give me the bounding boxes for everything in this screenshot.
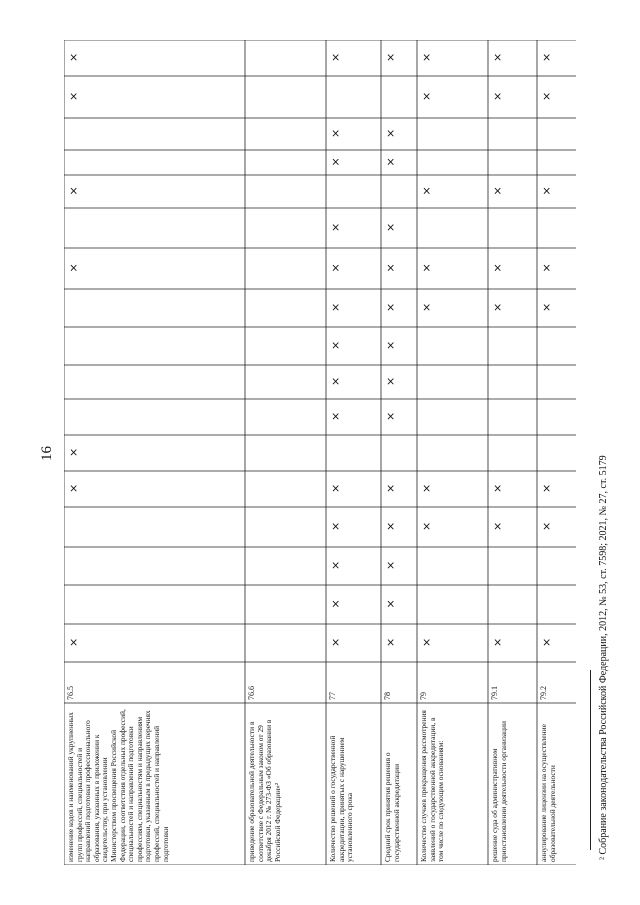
row-number: 77 xyxy=(328,692,337,700)
cell-mark: × xyxy=(329,637,342,647)
cell-mark: × xyxy=(491,483,504,493)
cell-mark: × xyxy=(540,483,553,493)
cell-mark: × xyxy=(420,91,433,101)
row-number: 78 xyxy=(383,692,392,700)
cell-mark: × xyxy=(491,52,504,62)
cell-mark: × xyxy=(540,91,553,101)
row-number: 79 xyxy=(419,692,428,700)
cell-mark: × xyxy=(540,637,553,647)
cell-mark: × xyxy=(329,560,342,570)
cell-mark: × xyxy=(491,521,504,531)
cell-mark: × xyxy=(384,302,397,312)
cell-mark: × xyxy=(540,52,553,62)
cell-mark: × xyxy=(540,302,553,312)
cell-mark: × xyxy=(384,599,397,609)
table-row xyxy=(245,40,326,865)
cell-mark: × xyxy=(67,483,80,493)
cell-mark: × xyxy=(384,340,397,350)
row-description: Количество решений о государственной аккредитации, принятых с нарушением установленного срока xyxy=(328,735,355,862)
cell-mark: × xyxy=(384,483,397,493)
cell-mark: × xyxy=(540,521,553,531)
cell-mark: × xyxy=(384,637,397,647)
cell-mark: × xyxy=(329,157,342,167)
cell-mark: × xyxy=(491,637,504,647)
cell-mark: × xyxy=(420,483,433,493)
cell-mark: × xyxy=(329,302,342,312)
cell-mark: × xyxy=(329,52,342,62)
cell-mark: × xyxy=(491,91,504,101)
cell-mark: × xyxy=(67,447,80,457)
row-number: 76.5 xyxy=(66,686,75,700)
table-row xyxy=(417,40,488,865)
cell-mark: × xyxy=(420,52,433,62)
rotated-table-sheet xyxy=(64,40,576,865)
cell-mark: × xyxy=(384,411,397,421)
footnote-text: ² Собрание законодательства Российской Федерации, 2012, № 53, ст. 7598; 2021, № 27, ст. 5179 xyxy=(598,455,609,860)
table-row xyxy=(488,40,537,865)
footnote-separator xyxy=(590,670,591,850)
cell-mark: × xyxy=(329,599,342,609)
cell-mark: × xyxy=(329,340,342,350)
cell-mark: × xyxy=(420,521,433,531)
row-number: 79.2 xyxy=(539,686,548,700)
cell-mark: × xyxy=(384,128,397,138)
cell-mark: × xyxy=(329,128,342,138)
cell-mark: × xyxy=(384,521,397,531)
cell-mark: × xyxy=(420,637,433,647)
page-number: 16 xyxy=(39,446,55,461)
cell-mark: × xyxy=(384,222,397,232)
cell-mark: × xyxy=(491,302,504,312)
cell-mark: × xyxy=(384,376,397,386)
row-description: Количество случаев прекращения рассмотрения заявлений о государственной аккредитации, в том числе по следующим основаниям: xyxy=(419,710,446,862)
cell-mark: × xyxy=(384,157,397,167)
row-description: решение суда об административном приостановлении деятельности организации xyxy=(490,721,508,862)
cell-mark: × xyxy=(67,637,80,647)
row-number: 76.6 xyxy=(247,686,256,700)
row-description: аннулирование лицензии на осуществление образовательной деятельности xyxy=(539,724,557,862)
table-row xyxy=(537,40,576,865)
cell-mark: × xyxy=(540,263,553,273)
cell-mark: × xyxy=(67,52,80,62)
cell-mark: × xyxy=(329,411,342,421)
cell-mark: × xyxy=(67,263,80,273)
cell-mark: × xyxy=(420,263,433,273)
cell-mark: × xyxy=(329,222,342,232)
cell-mark: × xyxy=(329,521,342,531)
row-number: 79.1 xyxy=(490,686,499,700)
table-row xyxy=(381,40,417,865)
row-description: приведение образовательной деятельности в соответствие с Федеральным законом от 29 декабря 2012 г. № 273-ФЗ «Об образовании в Российской Федерации»² xyxy=(247,719,282,862)
cell-mark: × xyxy=(420,302,433,312)
cell-mark: × xyxy=(491,263,504,273)
cell-mark: × xyxy=(67,91,80,101)
cell-mark: × xyxy=(540,186,553,196)
row-description: изменение кодов и наименований укрупненных групп профессий, специальностей и направлений подготовки профессионального образования, указанных в приложении к свидетельству, при установлении Министерством просвещения Российской Федерации, соответствия отдельных профессий, специальностей и направлений подготовки профессиям, специальностям и направлениям подготовки, указанным в предыдущих перечнях профессий, специальностей и направлений подготовки xyxy=(66,709,170,862)
cell-mark: × xyxy=(329,483,342,493)
table-rotated-content xyxy=(64,40,576,865)
cell-mark: × xyxy=(67,186,80,196)
cell-mark: × xyxy=(384,263,397,273)
row-description: Средний срок принятия решения о государственной аккредитации xyxy=(383,752,401,862)
cell-mark: × xyxy=(384,560,397,570)
cell-mark: × xyxy=(384,52,397,62)
table-row xyxy=(64,40,245,865)
cell-mark: × xyxy=(329,376,342,386)
cell-mark: × xyxy=(420,186,433,196)
table-row xyxy=(326,40,381,865)
cell-mark: × xyxy=(329,263,342,273)
cell-mark: × xyxy=(491,186,504,196)
